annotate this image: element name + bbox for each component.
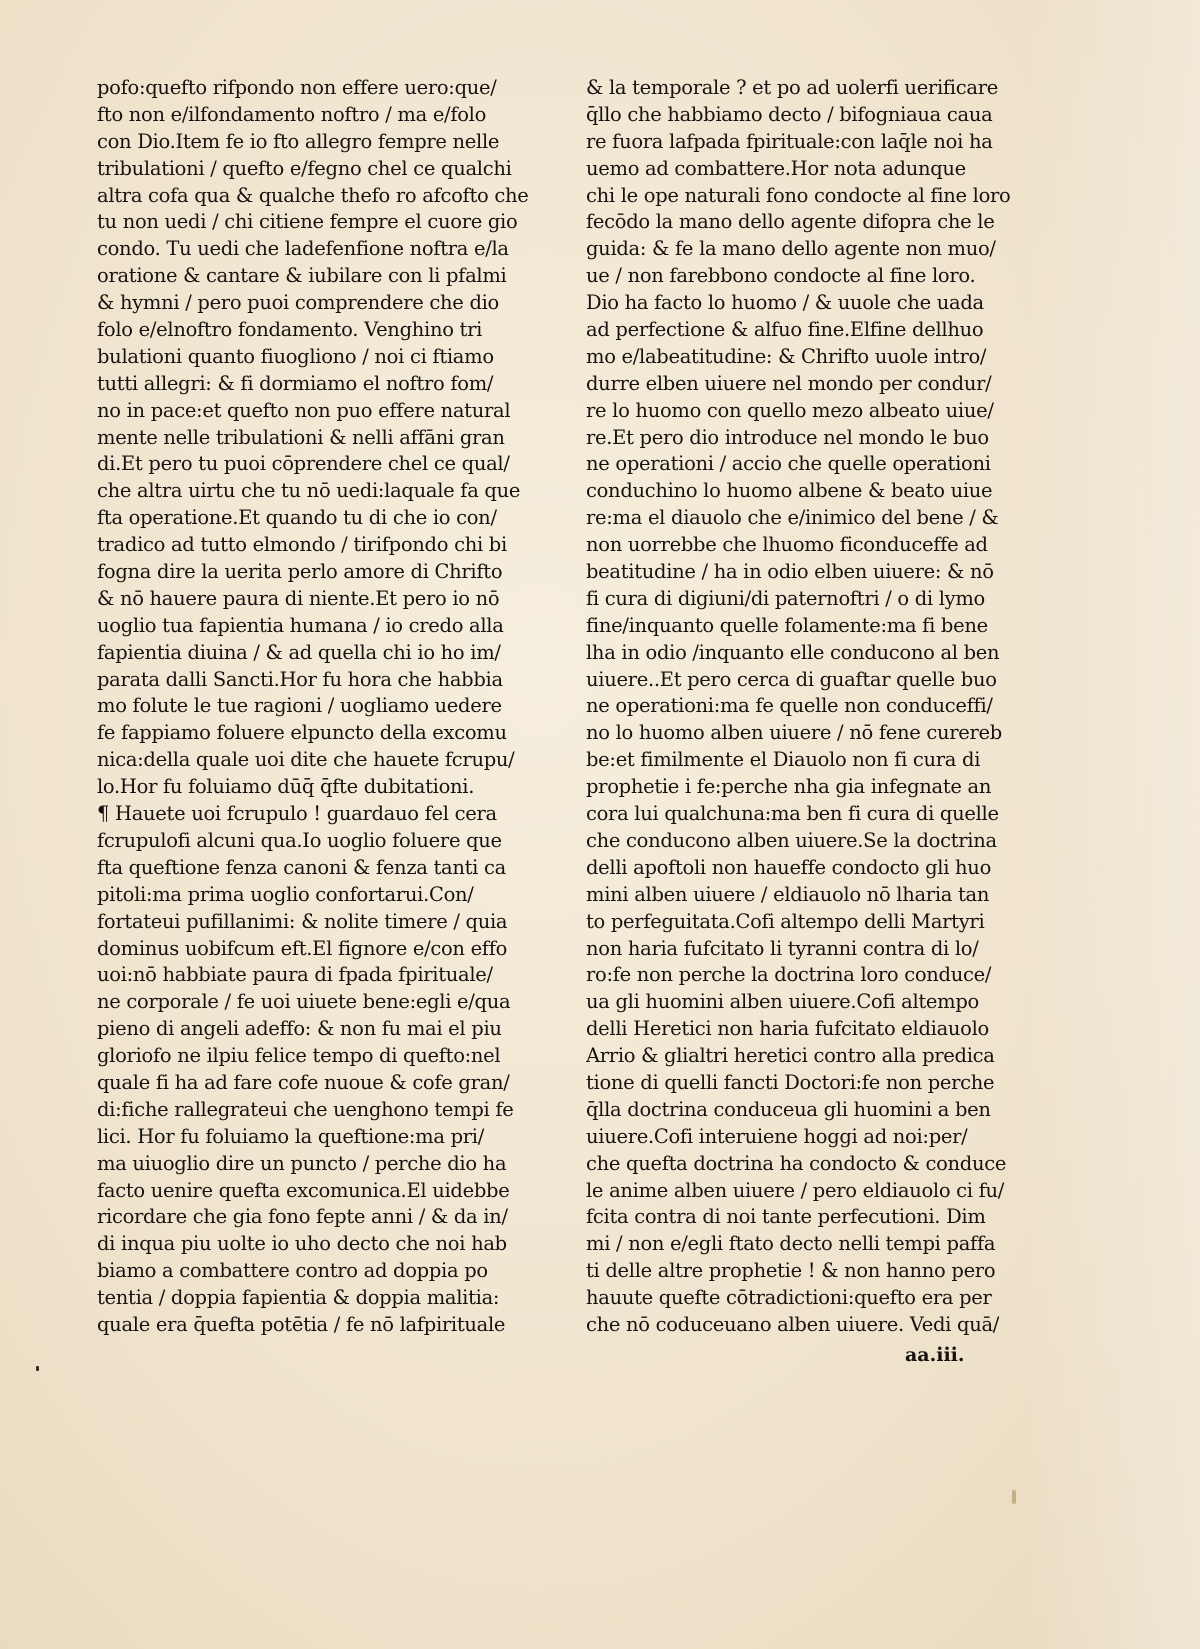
right-column-line: che quefta doctrina ha condocto & conduce <box>586 1151 1007 1175</box>
left-column-line: ricordare che gia fono fepte anni / & da in/ <box>97 1205 508 1229</box>
left-column-line: folo e/elnoftro fondamento. Venghino tri <box>97 318 483 342</box>
left-column-line: tutti allegri: & fi dormiamo el noftro fom/ <box>97 371 494 395</box>
right-column-line: to perfeguitata.Cofi altempo delli Martyri <box>586 909 985 933</box>
left-column-line: oratione & cantare & iubilare con li pfalmi <box>97 264 507 288</box>
right-column-line: cora lui qualchuna:ma ben fi cura di quelle <box>586 802 999 826</box>
right-column-line: non uorrebbe che lhuomo ficonduceffe ad <box>586 533 988 557</box>
left-column-line: lo.Hor fu foluiamo dūq̄ q̄fte dubitationi. <box>97 775 475 799</box>
right-column-line: q̄llo che habbiamo decto / bifogniaua caua <box>586 102 993 126</box>
left-column-line: quale era q̄uefta potētia / fe nō lafpirituale <box>97 1312 506 1336</box>
right-column-line: prophetie i fe:perche nha gia infegnate an <box>586 775 992 799</box>
left-column-line: bulationi quanto fiuogliono / noi ci ftiamo <box>97 344 494 368</box>
right-column-line: uiuere.Cofi interuiene hoggi ad noi:per/ <box>586 1124 968 1148</box>
right-column-line: lha in odio /inquanto elle conducono al ben <box>586 640 1000 664</box>
left-column-line: ¶ Hauete uoi fcrupulo ! guardauo fel cera <box>97 802 497 826</box>
left-column-line: tu non uedi / chi citiene fempre el cuore gio <box>97 210 518 234</box>
left-column-line: pitoli:ma prima uoglio confortarui.Con/ <box>97 882 474 906</box>
right-text-column <box>586 75 1026 1339</box>
left-column-line: dominus uobifcum eft.El fignore e/con effo <box>97 936 508 960</box>
left-column-line: ma uiuoglio dire un puncto / perche dio ha <box>97 1151 507 1175</box>
right-column-line: che nō coduceuano alben uiuere. Vedi quā/ <box>586 1312 1000 1336</box>
left-column-line: fta queftione fenza canoni & fenza tanti ca <box>97 855 506 879</box>
right-column-line: re:ma el diauolo che e/inimico del bene / & <box>586 506 999 530</box>
right-column-line: hauute quefte cōtradictioni:quefto era per <box>586 1286 992 1310</box>
left-column-line: fcrupulofi alcuni qua.Io uoglio foluere que <box>97 828 502 852</box>
left-column-line: lici. Hor fu foluiamo la queftione:ma pri/ <box>97 1124 484 1148</box>
right-column-line: chi le ope naturali fono condocte al fine loro <box>586 183 1011 207</box>
left-column-line: biamo a combattere contro ad doppia po <box>97 1259 488 1283</box>
right-column-line: beatitudine / ha in odio elben uiuere: & nō <box>586 560 994 584</box>
left-column-line: fogna dire la uerita perlo amore di Chrifto <box>97 560 503 584</box>
left-column-line: altra cofa qua & qualche thefo ro afcofto che <box>97 183 529 207</box>
right-column-line: be:et fimilmente el Diauolo non fi cura di <box>586 748 981 772</box>
left-column-line: fe fappiamo foluere elpuncto della excomu <box>97 721 507 745</box>
right-column-line: ue / non farebbono condocte al fine loro. <box>586 264 976 288</box>
left-column-line: fapientia diuina / & ad quella chi io ho im/ <box>97 640 501 664</box>
right-column-line: fi cura di digiuni/di paternoftri / o di lymo <box>586 586 985 610</box>
left-column-line: no in pace:et quefto non puo effere natural <box>97 398 511 422</box>
right-column-line: delli Heretici non haria fufcitato eldiauolo <box>586 1017 989 1041</box>
right-column-line: fcita contra di noi tante perfecutioni. Dim <box>586 1205 986 1229</box>
left-column-line: condo. Tu uedi che ladefenfione noftra e/la <box>97 237 509 261</box>
right-column-line: re lo huomo con quello mezo albeato uiue/ <box>586 398 994 422</box>
left-column-line: parata dalli Sancti.Hor fu hora che habbia <box>97 667 503 691</box>
right-column-line: ne operationi / accio che quelle operationi <box>586 452 991 476</box>
right-column-line: uiuere..Et pero cerca di guaftar quelle buo <box>586 667 997 691</box>
left-column-line: fto non e/ilfondamento noftro / ma e/folo <box>97 102 487 126</box>
left-column-line: di inqua piu uolte io uho decto che noi hab <box>97 1232 507 1256</box>
right-column-line: ro:fe non perche la doctrina loro conduce/ <box>586 963 992 987</box>
right-column-line: fecōdo la mano dello agente difopra che le <box>586 210 995 234</box>
left-column-line: nica:della quale uoi dite che hauete fcrupu/ <box>97 748 515 772</box>
right-column-line: ua gli huomini alben uiuere.Cofi altempo <box>586 990 979 1014</box>
right-column-line: re fuora lafpada fpirituale:con laq̄le noi ha <box>586 129 993 153</box>
right-column-line: guida: & fe la mano dello agente non muo/ <box>586 237 996 261</box>
left-column-line: & hymni / pero puoi comprendere che dio <box>97 291 499 315</box>
left-column-line: che altra uirtu che tu nō uedi:laquale fa que <box>97 479 521 503</box>
left-column-line: uoi:nō habbiate paura di fpada fpirituale/ <box>97 963 493 987</box>
left-column-line: uoglio tua fapientia humana / io credo alla <box>97 613 504 637</box>
right-column-line: tione di quelli fancti Doctori:fe non perche <box>586 1070 995 1094</box>
signature-mark: aa.iii. <box>905 1344 965 1366</box>
left-column-line: mo folute le tue ragioni / uogliamo uedere <box>97 694 502 718</box>
right-column-line: Dio ha facto lo huomo / & uuole che uada <box>586 291 984 315</box>
right-column-line: che conducono alben uiuere.Se la doctrina <box>586 828 997 852</box>
right-column-line: ti delle altre prophetie ! & non hanno pero <box>586 1259 996 1283</box>
left-column-line: fortateui pufillanimi: & nolite timere / quia <box>97 909 508 933</box>
right-column-line: Arrio & glialtri heretici contro alla predica <box>586 1044 995 1068</box>
left-column-line: gloriofo ne ilpiu felice tempo di quefto:nel <box>97 1044 501 1068</box>
left-column-line: pofo:quefto rifpondo non effere uero:que/ <box>97 76 497 99</box>
left-column-line: tribulationi / quefto e/fegno chel ce qualchi <box>97 156 512 180</box>
right-column-line: conduchino lo huomo albene & beato uiue <box>586 479 993 503</box>
right-column-line: delli apoftoli non haueffe condocto gli huo <box>586 855 992 879</box>
left-column-line: & nō hauere paura di niente.Et pero io nō <box>97 586 500 610</box>
right-column-line: q̄lla doctrina conduceua gli huomini a ben <box>586 1097 991 1121</box>
left-column-line: facto uenire quefta excomunica.El uidebbe <box>97 1178 510 1202</box>
right-column-line: ne operationi:ma fe quelle non conduceffi/ <box>586 694 993 718</box>
left-column-line: tentia / doppia fapientia & doppia malitia: <box>97 1286 500 1310</box>
left-column-line: mente nelle tribulationi & nelli affāni gran <box>97 425 505 449</box>
right-column-line: uemo ad combattere.Hor nota adunque <box>586 156 966 180</box>
left-column-line: di:fiche rallegrateui che uenghono tempi fe <box>97 1097 514 1121</box>
right-column-line: no lo huomo alben uiuere / nō fene curereb <box>586 721 1002 745</box>
right-column-line: durre elben uiuere nel mondo per condur/ <box>586 371 992 395</box>
right-column-line: non haria fufcitato li tyranni contra di lo/ <box>586 936 979 960</box>
left-column-line: con Dio.Item fe io fto allegro fempre nelle <box>97 129 500 153</box>
paper-stain <box>1012 1490 1016 1504</box>
left-column-line: ne corporale / fe uoi uiuete bene:egli e/qua <box>97 990 511 1014</box>
left-column-line: quale fi ha ad fare cofe nuoue & cofe gran/ <box>97 1070 510 1094</box>
right-column-line: ad perfectione & alfuo fine.Elfine dellhuo <box>586 318 984 342</box>
left-column-line: pieno di angeli adeffo: & non fu mai el piu <box>97 1017 502 1041</box>
left-column-line: fta operatione.Et quando tu di che io con/ <box>97 506 497 530</box>
left-column-line: tradico ad tutto elmondo / tirifpondo chi bi <box>97 533 507 557</box>
right-column-line: mi / non e/egli ftato decto nelli tempi paffa <box>586 1232 996 1256</box>
right-column-line: mini alben uiuere / eldiauolo nō lharia tan <box>586 882 990 906</box>
left-column-line: di.Et pero tu puoi cōprendere chel ce qual/ <box>97 452 510 476</box>
right-column-line: le anime alben uiuere / pero eldiauolo ci fu/ <box>586 1178 1005 1202</box>
right-column-line: mo e/labeatitudine: & Chrifto uuole intro/ <box>586 344 987 368</box>
right-column-line: fine/inquanto quelle folamente:ma fi bene <box>586 613 988 637</box>
right-column-line: & la temporale ? et po ad uolerfi uerificare <box>586 76 998 99</box>
right-column-line: re.Et pero dio introduce nel mondo le buo <box>586 425 989 449</box>
ink-speck <box>36 1366 39 1371</box>
left-text-column <box>97 75 537 1339</box>
